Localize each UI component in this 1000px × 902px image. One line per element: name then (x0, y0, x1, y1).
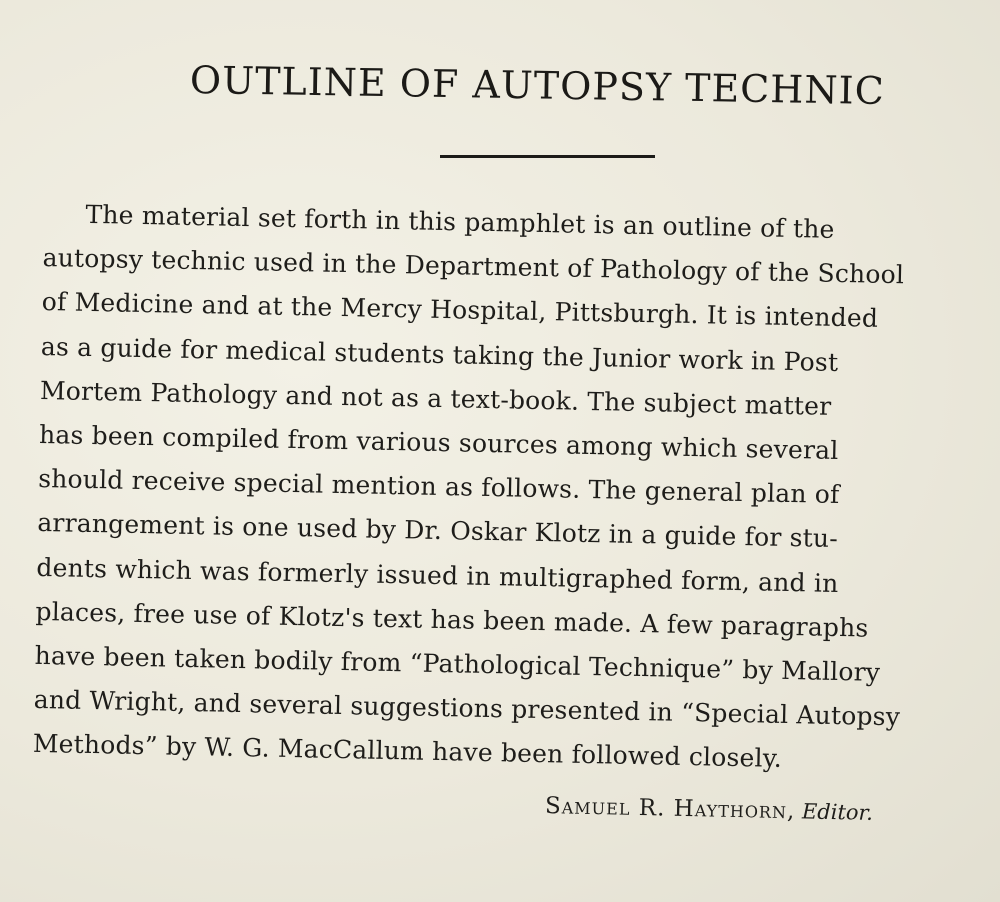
paragraph-line: Methods” by W. G. MacCallum have been followed closely. (32, 729, 783, 774)
paragraph-line: autopsy technic used in the Department of Pathology of the School (42, 243, 905, 290)
title-divider (440, 155, 655, 158)
paragraph-line: has been compiled from various sources among which several (38, 419, 839, 465)
editor-signature (545, 793, 985, 828)
paragraph-line: have been taken bodily from “Pathological Technique” by Mallory (34, 640, 881, 687)
paragraph-line: and Wright, and several suggestions presented in “Special Autopsy (33, 684, 901, 732)
paragraph-line: of Medicine and at the Mercy Hospital, Pittsburgh. It is intended (41, 287, 879, 334)
page-title: OUTLINE OF AUTOPSY TECHNIC (189, 58, 886, 113)
paragraph-line: arrangement is one used by Dr. Oskar Klotz in a guide for stu- (37, 508, 839, 554)
intro-paragraph (32, 192, 1000, 786)
editor-role: Editor. (801, 799, 874, 825)
paragraph-line: should receive special mention as follows. The general plan of (37, 464, 840, 510)
paragraph-line: Mortem Pathology and not as a text-book. The subject matter (39, 375, 832, 421)
editor-name: Samuel R. Haythorn, (544, 793, 796, 825)
paragraph-line: as a guide for medical students taking the Junior work in Post (40, 331, 839, 377)
paragraph-line: dents which was formerly issued in multigraphed form, and in (36, 552, 839, 598)
paragraph-line: The material set forth in this pamphlet is an outline of the (85, 199, 835, 244)
paragraph-line: places, free use of Klotz's text has been made. A few paragraphs (35, 596, 869, 643)
